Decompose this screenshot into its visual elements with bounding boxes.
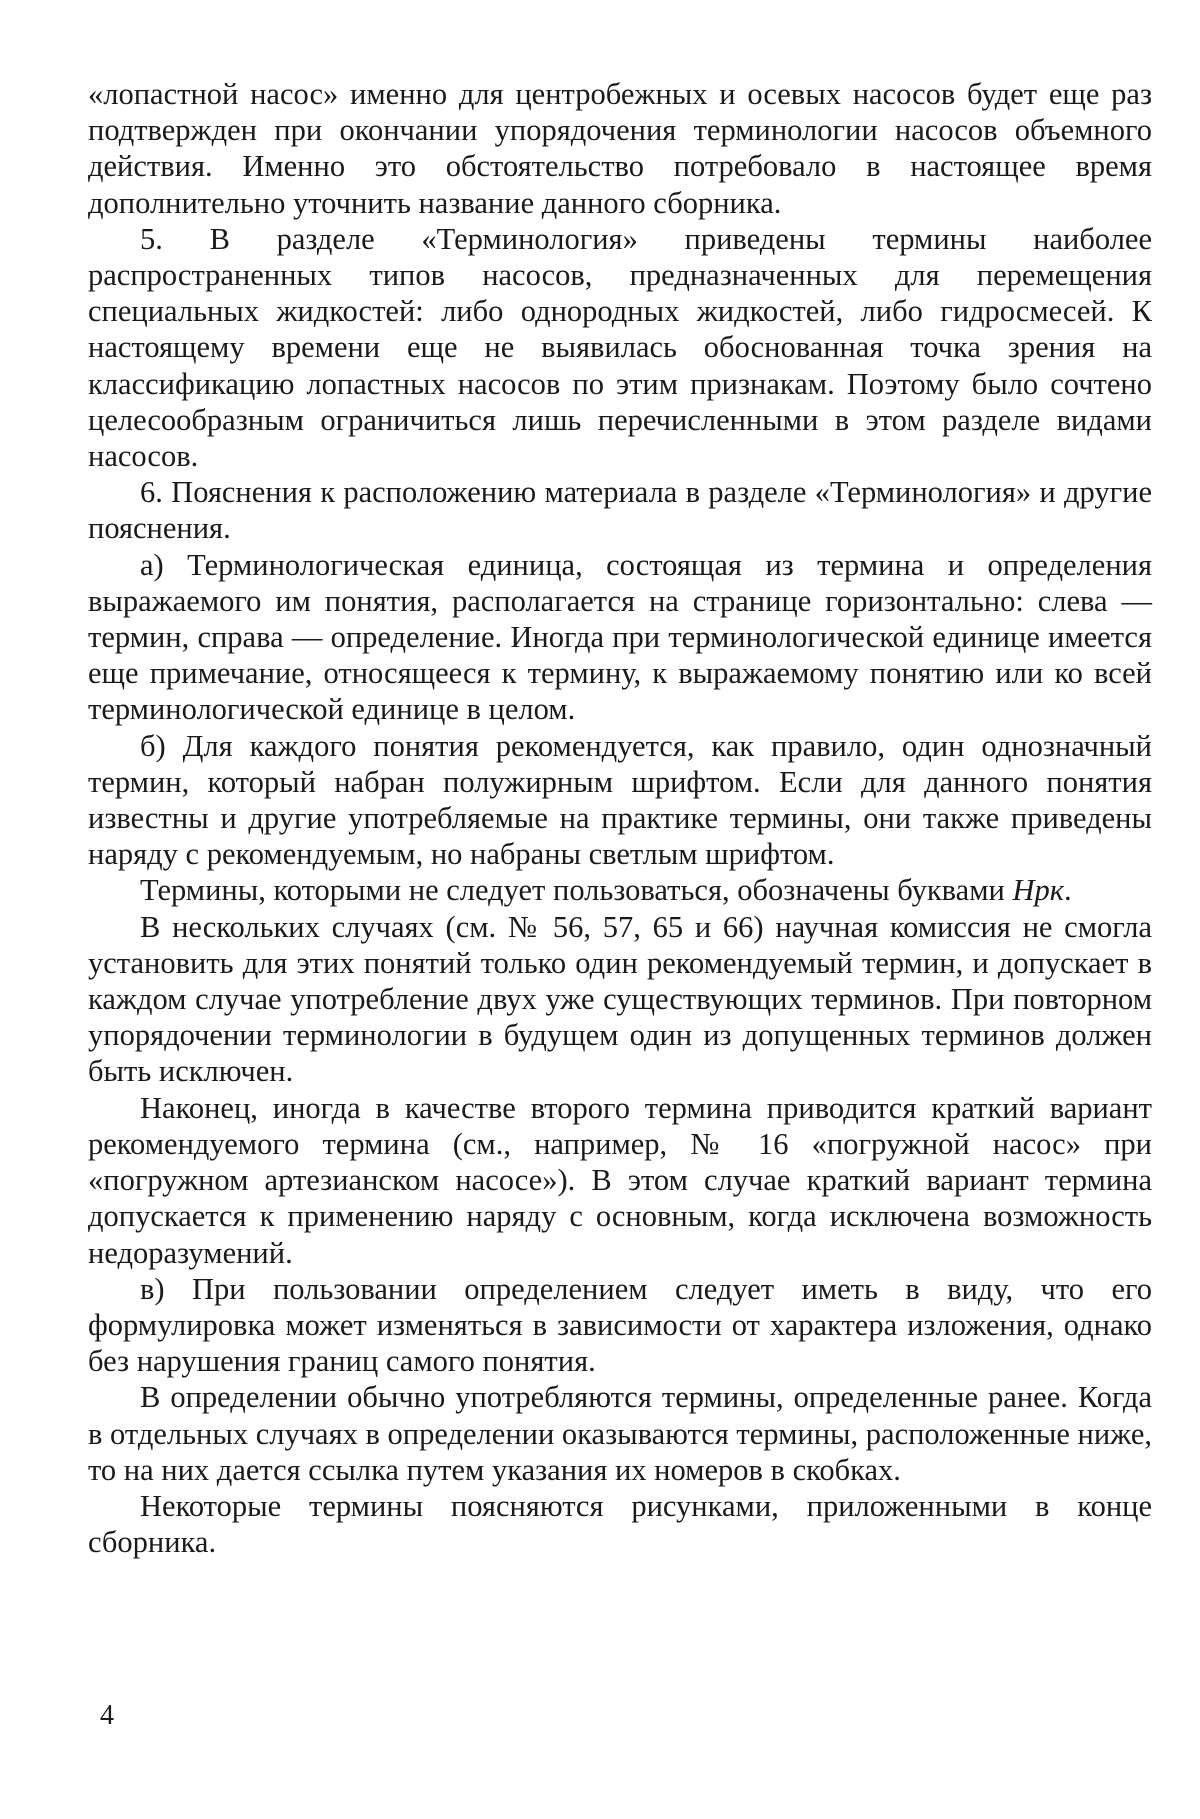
paragraph-item-5: 5. В разделе «Терминология» приведены термины наиболее распространенных типов насосов, предназначенных для перемещения специальных жидкостей: либо однородных жидкостей, либо гидросмесей. К настоящему времени еще не выявилась обоснованная точка зрения на классификацию лопастных насосов по этим признакам. Поэтому было сочтено целесообразным ограничиться лишь перечисленными в этом разделе видами насосов.: [88, 221, 1152, 474]
paragraph-subitem-v: в) При пользовании определением следует иметь в виду, что его формулировка может изменяться в зависимости от характера изложения, однако без нарушения границ самого понятия.: [88, 1271, 1152, 1380]
paragraph-continuation: «лопастной насос» именно для центробежных и осевых насосов будет еще раз подтвержден при окончании упорядочения терминологии насосов объемного действия. Именно это обстоятельство потребовало в настоящее время дополнительно уточнить название данного сборника.: [88, 76, 1152, 221]
nrk-text-before: Термины, которыми не следует пользоваться, обозначены буквами: [140, 873, 1012, 907]
paragraph-nrk-note: [88, 872, 1152, 908]
paragraph-multiple-terms: В нескольких случаях (см. № 56, 57, 65 и 66) научная комиссия не смогла установить для этих понятий только один рекомендуемый термин, и допускает в каждом случае употребление двух уже существующих терминов. При повторном упорядочении терминологии в будущем один из допущенных терминов должен быть исключен.: [88, 909, 1152, 1090]
nrk-text-after: .: [1064, 873, 1072, 907]
paragraph-subitem-b: б) Для каждого понятия рекомендуется, как правило, один однозначный термин, который набран полужирным шрифтом. Если для данного понятия известны и другие употребляемые на практике термины, они также приведены наряду с рекомендуемым, но набраны светлым шрифтом.: [88, 728, 1152, 873]
paragraph-figures: Некоторые термины поясняются рисунками, приложенными в конце сборника.: [88, 1488, 1152, 1560]
paragraph-item-6: 6. Пояснения к расположению материала в разделе «Терминология» и другие пояснения.: [88, 474, 1152, 546]
page-number: 4: [100, 1700, 114, 1732]
paragraph-subitem-a: а) Терминологическая единица, состоящая из термина и определения выражаемого им понятия, располагается на странице горизонтально: слева — термин, справа — определение. Иногда при терминологической единице имеется еще примечание, относящееся к термину, к выражаемому понятию или ко всей терминологической единице в целом.: [88, 547, 1152, 728]
nrk-abbreviation: Нрк: [1012, 873, 1064, 907]
paragraph-short-variant: Наконец, иногда в качестве второго термина приводится краткий вариант рекомендуемого термина (см., например, № 16 «погружной насос» при «погружном артезианском насосе»). В этом случае краткий вариант термина допускается к применению наряду с основным, когда исключена возможность недоразумений.: [88, 1090, 1152, 1271]
page-body: [88, 76, 1152, 1560]
paragraph-definitions: В определении обычно употребляются термины, определенные ранее. Когда в отдельных случаях в определении оказываются термины, расположенные ниже, то на них дается ссылка путем указания их номеров в скобках.: [88, 1379, 1152, 1488]
